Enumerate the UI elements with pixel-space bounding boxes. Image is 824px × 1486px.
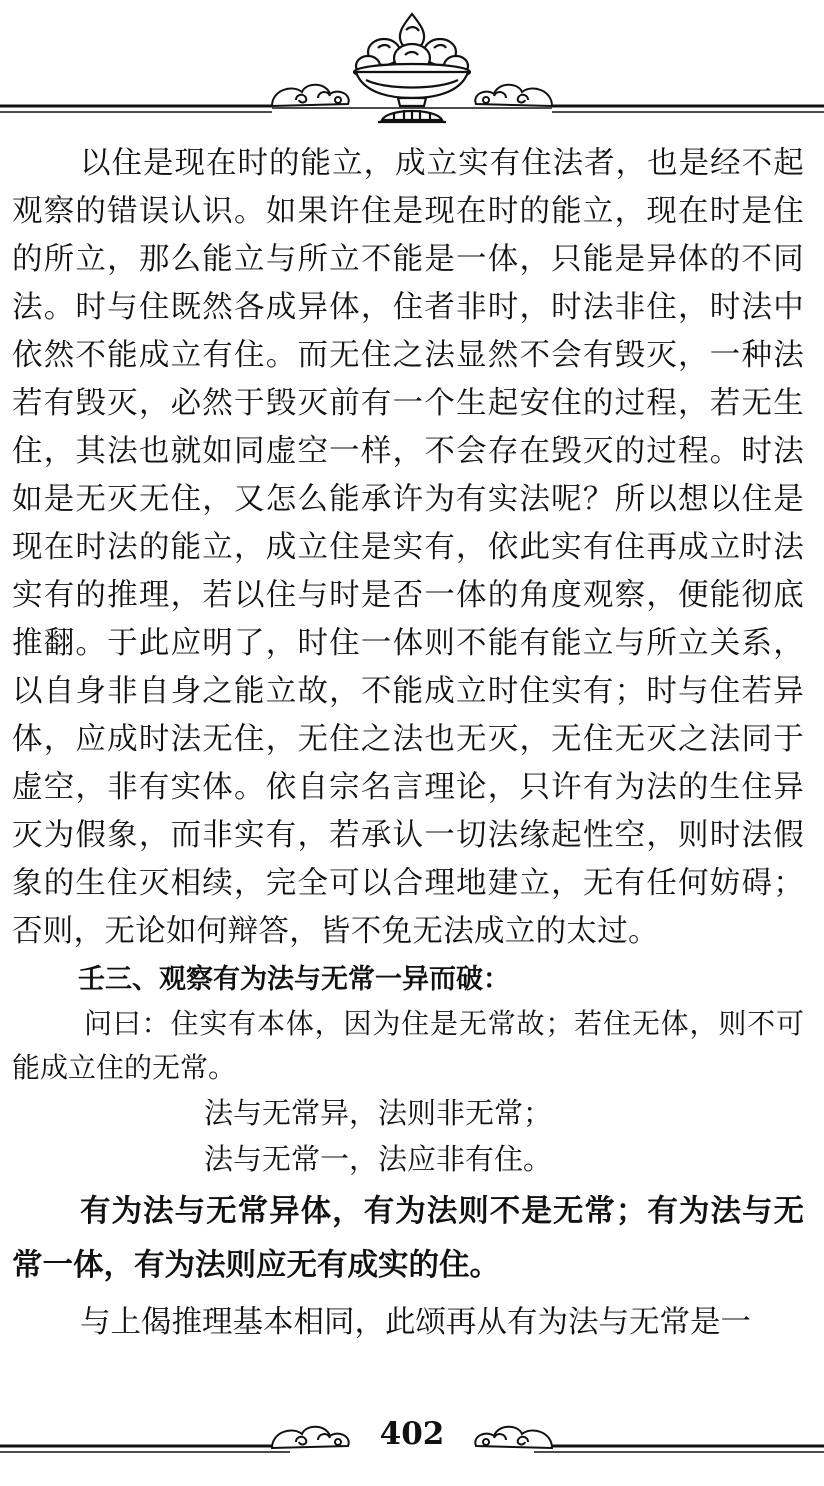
section-heading: 壬三、观察有为法与无常一异而破： bbox=[78, 964, 510, 995]
question-paragraph: 问曰：住实有本体，因为住是无常故；若住无体，则不可能成立住的无常。 bbox=[12, 1007, 804, 1084]
verse-commentary: 有为法与无常异体，有为法则不是无常；有为法与无常一体，有为法则应无有成实的住。 bbox=[12, 1193, 804, 1283]
body-paragraph: 以住是现在时的能立，成立实有住法者，也是经不起观察的错误认识。如果许住是现在时的能立，现在时是住的所立，那么能立与所立不能是一体，只能是异体的不同法。时与住既然各成异体，住者非时，时法非住，时法中依然不能成立有住。而无住之法显然不会有毁灭，一种法若有毁灭，必然于毁灭前有一个生起安住的过程，若无生住，其法也就如同虚空一样，不会存在毁灭的过程。时法如是无灭无住，又怎么能承许为有实法呢？所以想以住是现在时法的能立，成立住是实有，依此实有住再成立时法实有的推理，若以住与时是否一体的角度观察，便能彻底推翻。于此应明了，时住一体则不能有能立与所立关系，以自身非自身之能立故，不能成立时住实有；时与住若异体，应成时法无住，无住之法也无灭，无住无灭之法同于虚空，非有实体。依自宗名言理论，只许有为法的生住异灭为假象，而非实有，若承认一切法缘起性空，则时法假象的生住灭相续，完全可以合理地建立，无有任何妨碍；否则，无论如何辩答，皆不免无法成立的太过。 bbox=[12, 146, 804, 949]
offering-bowl-icon bbox=[354, 14, 470, 122]
cloud-scroll-left-icon bbox=[272, 85, 349, 106]
cloud-scroll-left-icon bbox=[272, 1427, 349, 1448]
page-number: 402 bbox=[379, 1416, 445, 1452]
page-body bbox=[12, 140, 804, 1348]
body-paragraph: 与上偈推理基本相同，此颂再从有为法与无常是一 bbox=[80, 1305, 751, 1340]
header-ornament bbox=[0, 0, 824, 130]
verse-line: 法与无常异，法则非无常； bbox=[204, 1096, 553, 1130]
cloud-scroll-right-icon bbox=[475, 1427, 552, 1448]
verse-line: 法与无常一，法应非有住。 bbox=[204, 1142, 553, 1176]
cloud-scroll-right-icon bbox=[475, 85, 552, 106]
